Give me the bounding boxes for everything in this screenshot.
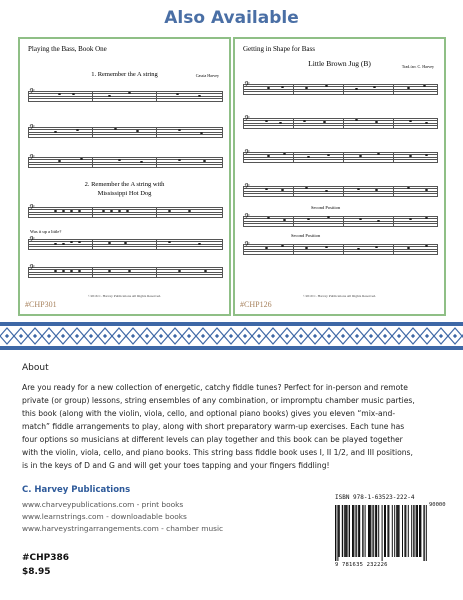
barcode-bar — [411, 505, 412, 557]
description-line: is in the keys of D and G and will get your toes tapping and your fingers fiddling! — [22, 461, 330, 470]
exercise-title: 2. Remember the A string with — [84, 181, 165, 188]
music-staff: 𝄢 — [28, 267, 223, 277]
book-title: Getting in Shape for Bass — [243, 45, 315, 53]
barcode-bar — [369, 505, 370, 557]
barcode-bar — [405, 505, 406, 557]
barcode-bar — [365, 505, 366, 557]
music-staff: 𝄢 — [28, 239, 223, 249]
performance-marking: Was it up a little? — [30, 229, 62, 234]
publisher-name: C. Harvey Publications — [22, 485, 131, 495]
barcode-number: 9 781635 232226 — [335, 562, 388, 568]
music-staff: 𝄢 — [28, 207, 223, 217]
book-preview-right — [233, 37, 446, 316]
barcode-bar — [347, 505, 348, 557]
barcode-bar — [345, 505, 346, 557]
barcode-bar — [387, 505, 388, 557]
barcode-bar — [344, 505, 345, 557]
music-staff: 𝄢 — [243, 216, 438, 226]
barcode-bar — [368, 505, 369, 557]
copyright-notice: ©2016 C. Harvey Publications All Rights Reserved. — [87, 294, 162, 298]
book-preview-left — [18, 37, 231, 316]
catalog-code: #CHP126 — [240, 300, 272, 309]
link-chamber-music[interactable]: www.harveystringarrangements.com - chamber music — [22, 524, 224, 533]
description-line: four options so musicians at different levels can play together and this book can be played together — [22, 435, 403, 444]
barcode-bar — [388, 505, 389, 557]
description-line: this book (along with the violin, viola, cello, and optional piano books) gives you eleven “mix-and- — [22, 409, 396, 418]
barcode-bar — [335, 505, 336, 561]
barcode-bars — [335, 505, 449, 561]
barcode-bar — [375, 505, 376, 557]
barcode-bar — [358, 505, 359, 557]
book-title: Playing the Bass, Book One — [28, 45, 107, 53]
barcode-bar — [359, 505, 360, 557]
catalog-code: #CHP301 — [25, 300, 57, 309]
barcode-bar — [413, 505, 414, 557]
barcode-bar — [385, 505, 386, 557]
position-marking: Second Position — [311, 205, 341, 210]
composer: Cassia Harvey — [195, 73, 219, 78]
barcode-addon-number: 90000 — [429, 502, 446, 508]
exercise-title: 1. Remember the A string — [91, 71, 158, 78]
barcode-bar — [396, 505, 397, 557]
barcode-bar — [382, 505, 383, 561]
barcode-bar — [417, 505, 418, 557]
description-line: Are you ready for a new collection of energetic, catchy fiddle tunes? Perfect for in-person and remote — [22, 383, 408, 392]
composer: Trad./arr. C. Harvey — [401, 64, 434, 69]
description — [22, 381, 446, 472]
music-staff: 𝄢 — [243, 244, 438, 254]
description-line: with the violin, viola, cello, and piano books. This string bass fiddle book uses I, II 1/2, and III positions, — [22, 448, 413, 457]
link-print-books[interactable]: www.charveypublications.com - print books — [22, 500, 184, 509]
link-downloadable-books[interactable]: www.learnstrings.com - downloadable books — [22, 512, 187, 521]
barcode-bar — [404, 505, 405, 557]
copyright-notice: ©2019 C. Harvey Publications All Rights Reserved. — [302, 294, 377, 298]
music-staff: 𝄢 — [28, 127, 223, 137]
barcode-bar — [423, 505, 424, 561]
exercise-subtitle: Mississippi Hot Dog — [97, 190, 152, 197]
barcode-bar — [362, 505, 363, 557]
barcode-bar — [352, 505, 353, 557]
barcode-bar — [392, 505, 393, 557]
piece-title: Little Brown Jug (B) — [308, 59, 371, 68]
music-staff: 𝄢 — [243, 152, 438, 162]
barcode-bar — [420, 505, 421, 557]
barcode-bar — [419, 505, 420, 557]
page-title: Also Available — [164, 8, 299, 28]
about-heading: About — [22, 363, 49, 373]
barcode-bar — [376, 505, 377, 557]
barcode-bar — [384, 505, 385, 557]
barcode-bar — [372, 505, 373, 557]
music-staff: 𝄢 — [243, 84, 438, 94]
barcode-bar — [378, 505, 379, 557]
music-staff: 𝄢 — [243, 186, 438, 196]
price: $8.95 — [22, 567, 51, 577]
music-staff: 𝄢 — [28, 91, 223, 101]
barcode-bar — [353, 505, 354, 557]
barcode-bar — [416, 505, 417, 557]
barcode-bar — [399, 505, 400, 557]
description-line: private (or group) lessons, string ensembles of any combination, or impromptu chamber music parties, — [22, 396, 415, 405]
barcode-bar — [394, 505, 395, 557]
music-staff: 𝄢 — [28, 157, 223, 167]
barcode-bar — [398, 505, 399, 557]
barcode-bar — [355, 505, 356, 557]
description-line: match” fiddle arrangements to play, along with short preparatory warm-up exercises. Each tune has — [22, 422, 405, 431]
barcode — [331, 491, 451, 575]
isbn-text: ISBN 978-1-63523-222-4 — [335, 494, 415, 501]
barcode-bar — [370, 505, 371, 557]
barcode-bar — [402, 505, 403, 557]
position-marking: Second Position — [291, 233, 321, 238]
barcode-bar — [349, 505, 350, 557]
barcode-bar — [426, 505, 427, 561]
music-staff: 𝄢 — [243, 118, 438, 128]
barcode-bar — [342, 505, 343, 557]
barcode-bar — [408, 505, 409, 557]
barcode-bar — [338, 505, 339, 557]
decorative-border — [0, 322, 463, 350]
barcode-bar — [337, 505, 338, 561]
catalog-number: #CHP386 — [22, 553, 70, 563]
